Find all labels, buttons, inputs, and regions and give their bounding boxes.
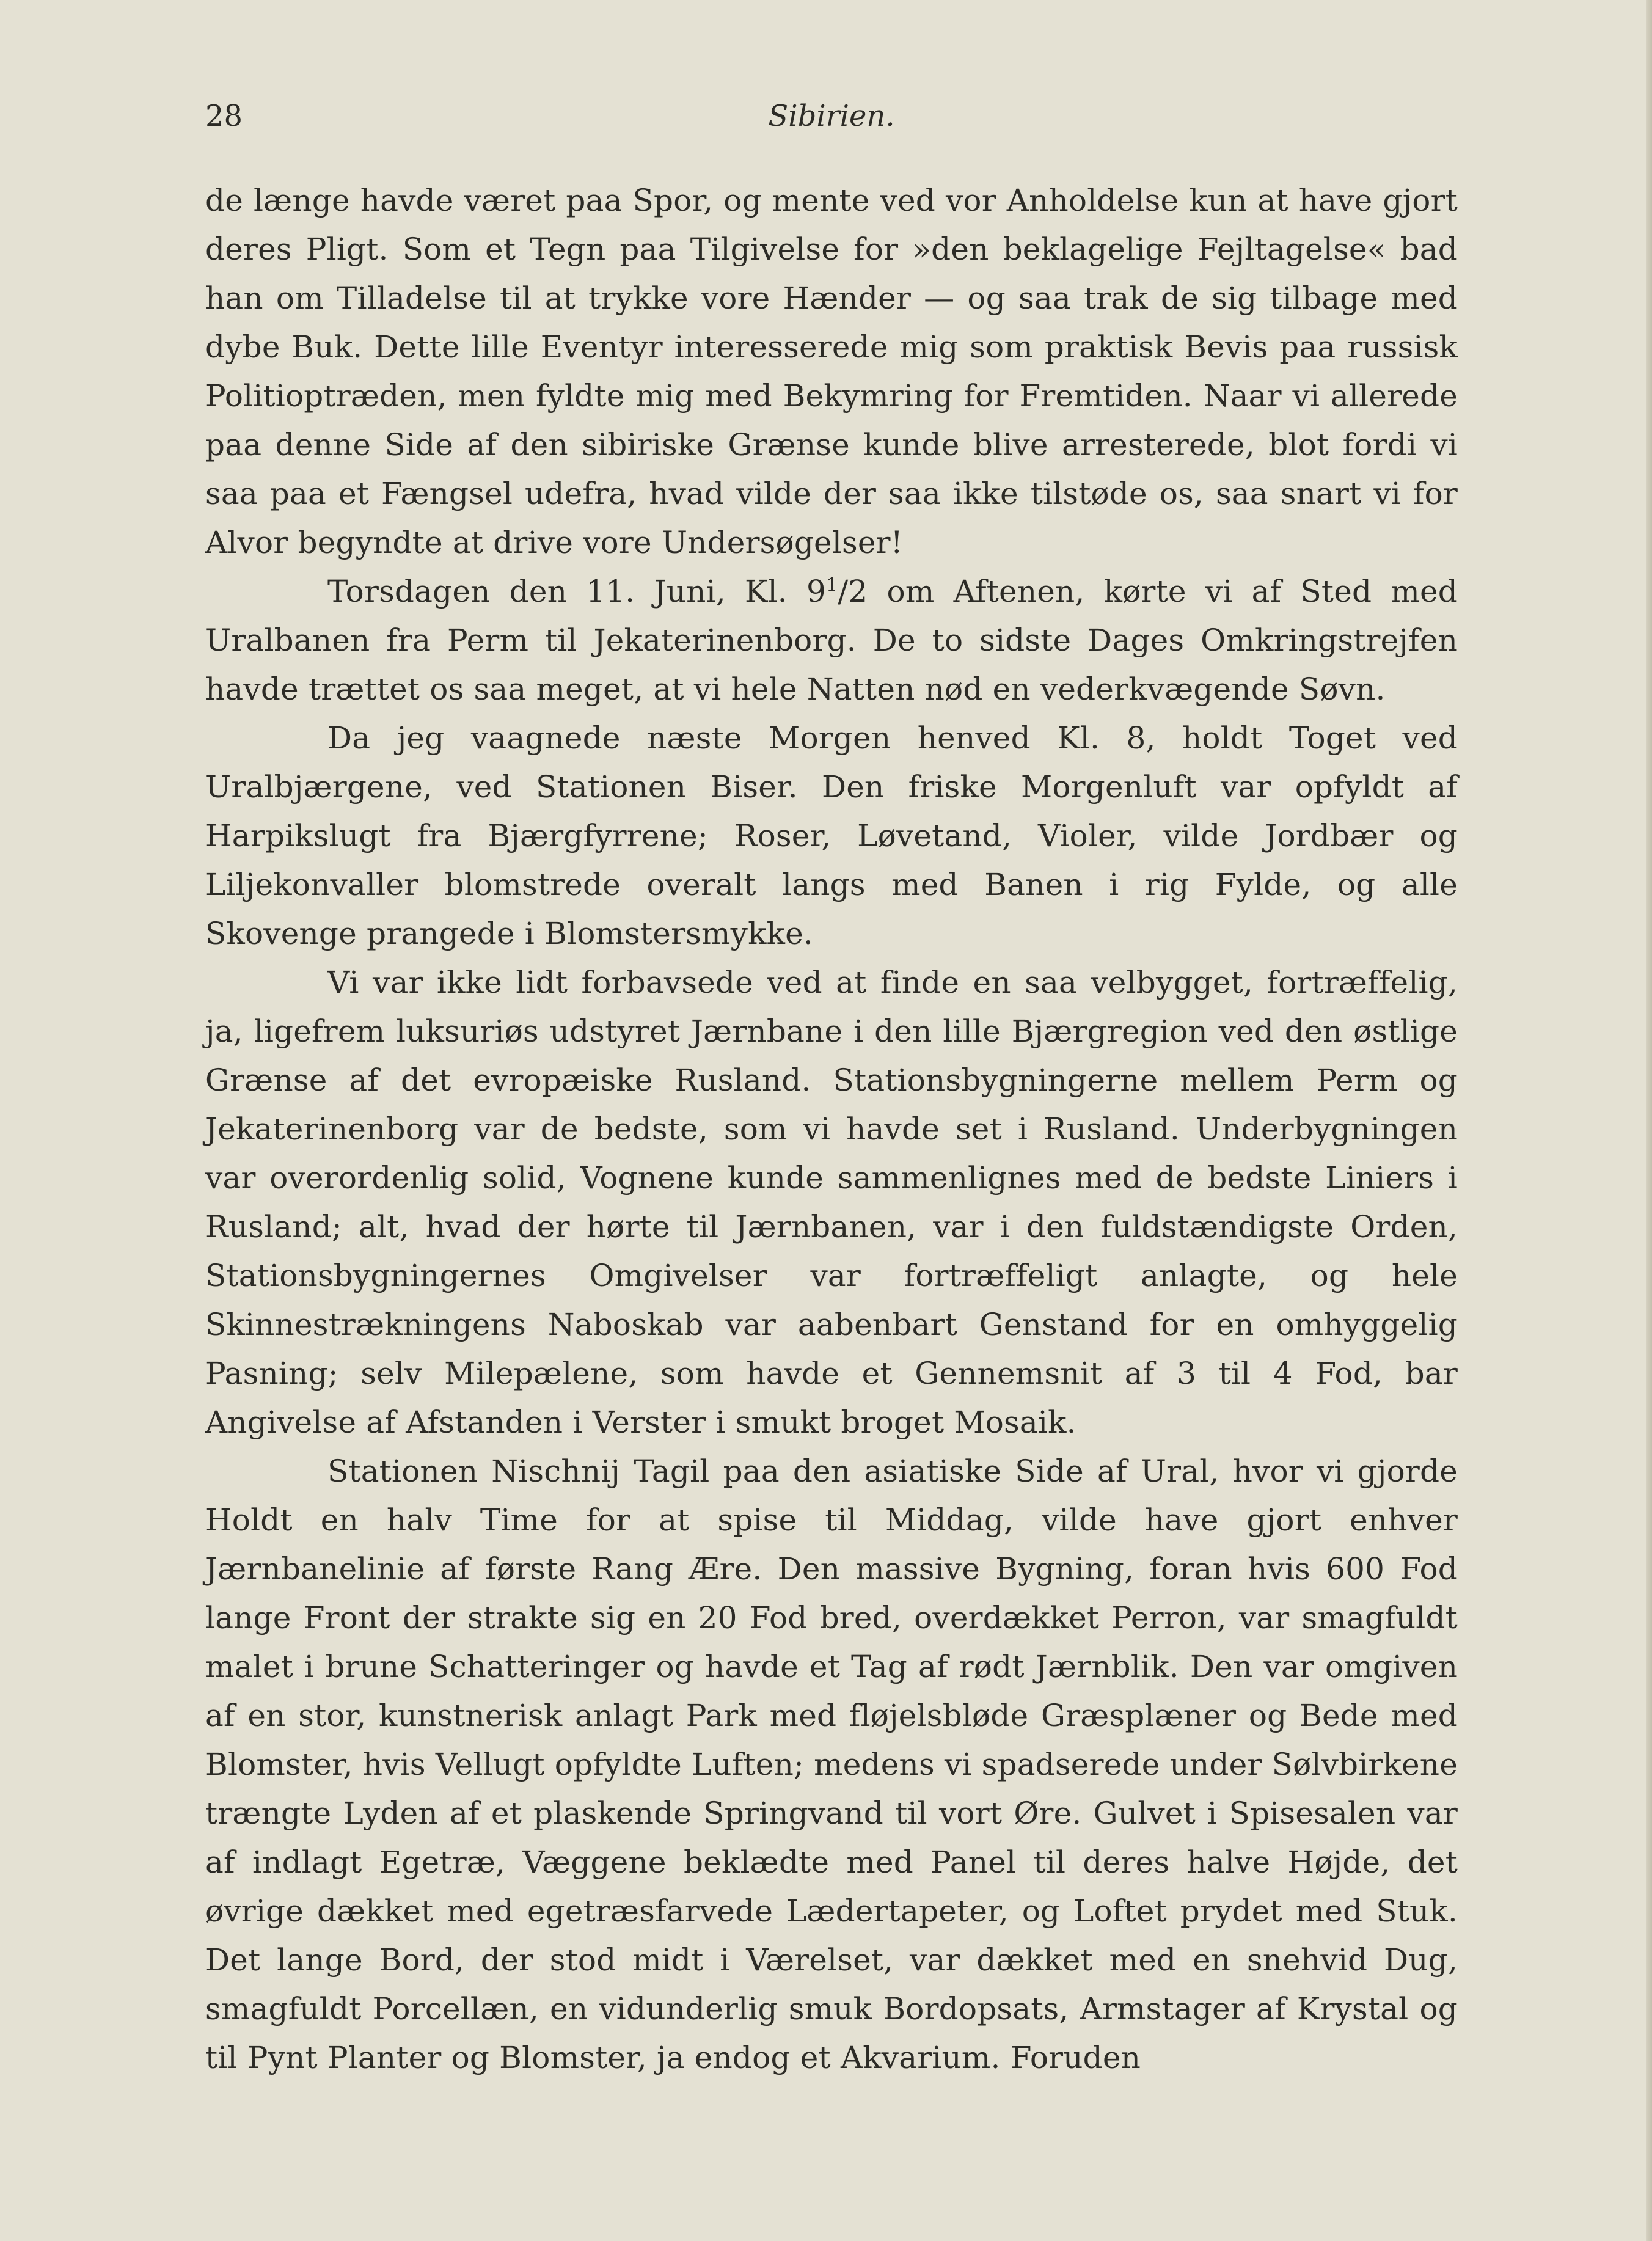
running-head <box>205 92 1458 141</box>
body-text <box>205 176 1458 2082</box>
paragraph-3: Da jeg vaagnede næste Morgen henved Kl. 8, holdt Toget ved Uralbjærgene, ved Stationen Biser. Den friske Morgenluft var opfyldt af Harpikslugt fra Bjærgfyrrene; Roser, Løvetand, Violer, vilde Jordbær og Liljekonvaller blomstrede overalt langs med Banen i rig Fylde, og alle Skovenge prangede i Blomstersmykke. <box>205 720 1458 951</box>
paragraph-2: Torsdagen den 11. Juni, Kl. $9^1/2$ om Aftenen, kørte vi af Sted med Uralbanen fra Perm til Jekaterinenborg. De to sidste Dages Omkringstrejfen havde trættet os saa meget, at vi hele Natten nød en vederkvægende Søvn. <box>205 574 1458 707</box>
superscript: 1 <box>826 574 838 596</box>
paragraph-5: Stationen Nischnij Tagil paa den asiatiske Side af Ural, hvor vi gjorde Holdt en halv Time for at spise til Middag, vilde have gjort enhver Jærnbanelinie af første Rang Ære. Den massive Bygning, foran hvis 600 Fod lange Front der strakte sig en 20 Fod bred, overdækket Perron, var smagfuldt malet i brune Schatteringer og havde et Tag af rødt Jærnblik. Den var omgiven af en stor, kunstnerisk anlagt Park med fløjelsbløde Græsplæner og Bede med Blomster, hvis Vellugt opfyldte Luften; medens vi spadserede under Sølvbirkene trængte Lyden af et plaskende Springvand til vort Øre. Gulvet i Spisesalen var af indlagt Egetræ, Væggene beklædte med Panel til deres halve Højde, det øvrige dækket med egetræsfarvede Lædertapeter, og Loftet prydet med Stuk. Det lange Bord, der stod midt i Værelset, var dækket med en snehvid Dug, smagfuldt Porcellæn, en vidunderlig smuk Bordopsats, Armstager af Krystal og til Pynt Planter og Blomster, ja endog et Akvarium. Foruden <box>205 1453 1458 2075</box>
scan-edge <box>1646 0 1652 2241</box>
page-title: Sibirien. <box>768 99 895 133</box>
paragraph-1: de længe havde været paa Spor, og mente ved vor Anholdelse kun at have gjort deres Pligt. Som et Tegn paa Tilgivelse for »den beklagelige Fejltagelse« bad han om Tilladelse til at trykke vore Hænder — og saa trak de sig tilbage med dybe Buk. Dette lille Eventyr interesserede mig som praktisk Bevis paa russisk Politioptræden, men fyldte mig med Bekymring for Fremtiden. Naar vi allerede paa denne Side af den sibiriske Grænse kunde blive arresterede, blot fordi vi saa paa et Fængsel udefra, hvad vilde der saa ikke tilstøde os, saa snart vi for Alvor begyndte at drive vore Undersøgelser! <box>205 183 1458 560</box>
paragraph-4: Vi var ikke lidt forbavsede ved at finde en saa velbygget, fortræffelig, ja, ligefrem luksuriøs udstyret Jærnbane i den lille Bjærgregion ved den østlige Grænse af det evropæiske Rusland. Stationsbygningerne mellem Perm og Jekaterinenborg var de bedste, som vi havde set i Rusland. Underbygningen var overordenlig solid, Vognene kunde sammenlignes med de bedste Liniers i Rusland; alt, hvad der hørte til Jærnbanen, var i den fuldstændigste Orden, Stationsbygningernes Omgivelser var fortræffeligt anlagte, og hele Skinnestrækningens Naboskab var aabenbart Genstand for en omhyggelig Pasning; selv Milepælene, som havde et Gennemsnit af 3 til 4 Fod, bar Angivelse af Afstanden i Verster i smukt broget Mosaik. <box>205 965 1458 1440</box>
page-number: 28 <box>205 99 243 133</box>
book-page <box>205 92 1458 2082</box>
